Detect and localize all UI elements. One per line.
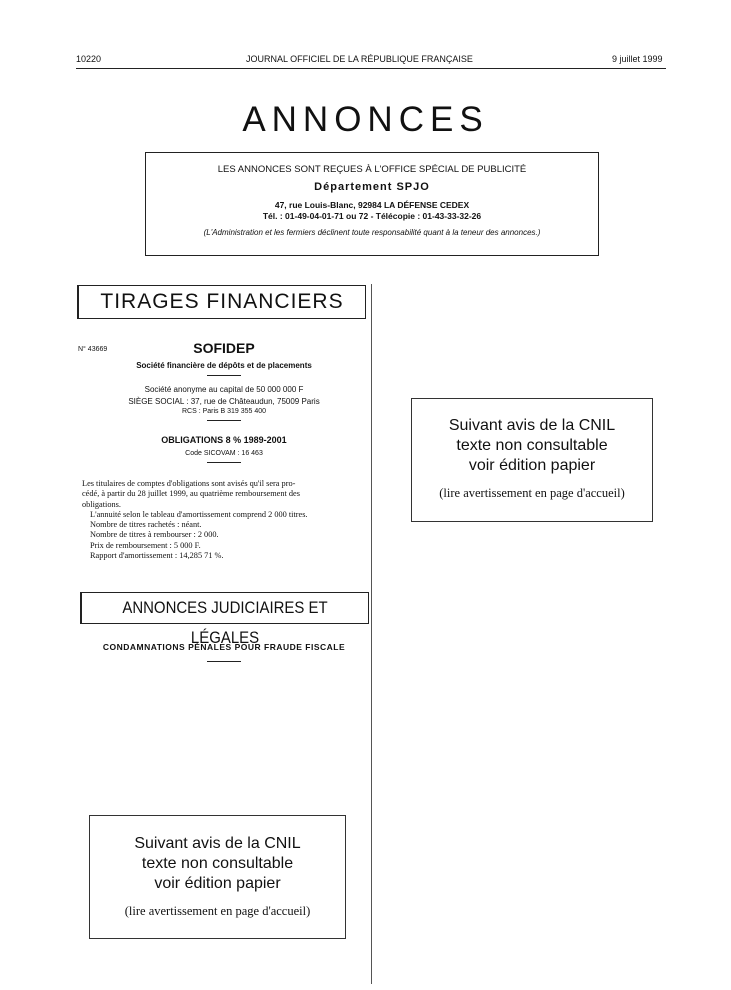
- cnil-line: texte non consultable: [141, 855, 294, 872]
- journal-title: JOURNAL OFFICIEL DE LA RÉPUBLIQUE FRANÇAISE: [246, 54, 473, 64]
- issue-date: 9 juillet 1999: [612, 54, 663, 64]
- cnil-note: (lire avertissement en page d'accueil): [124, 904, 311, 918]
- body-line: Nombre de titres à rembourser : 2 000.: [90, 530, 219, 540]
- separator: [207, 420, 241, 421]
- section-subheading: CONDAMNATIONS PÉNALES POUR FRAUDE FISCALE: [102, 642, 346, 652]
- cnil-line: voir édition papier: [154, 875, 281, 892]
- notice-line: LES ANNONCES SONT REÇUES À L'OFFICE SPÉCIAL DE PUBLICITÉ: [217, 164, 527, 175]
- section-heading-box: [77, 285, 366, 319]
- separator: [207, 462, 241, 463]
- page-title: ANNONCES: [242, 100, 489, 139]
- notice-address: 47, rue Louis-Blanc, 92984 LA DÉFENSE CEDEX: [274, 200, 470, 210]
- notice-box: [145, 152, 599, 256]
- company-rcs: RCS : Paris B 319 355 400: [181, 408, 267, 415]
- cnil-line: texte non consultable: [456, 437, 608, 454]
- section-heading: ANNONCES JUDICIAIRES ET LÉGALES: [122, 598, 328, 647]
- body-line: Nombre de titres rachetés : néant.: [90, 520, 202, 530]
- body-line: Rapport d'amortissement : 14,285 71 %.: [90, 551, 224, 561]
- section-heading: TIRAGES FINANCIERS: [100, 290, 344, 313]
- body-line: obligations.: [82, 499, 121, 509]
- body-line: Prix de remboursement : 5 000 F.: [90, 540, 201, 550]
- sicovam-code: Code SICOVAM : 16 463: [185, 450, 263, 457]
- company-subtitle: Société financière de dépôts et de placements: [136, 361, 312, 370]
- cnil-note: (lire avertissement en page d'accueil): [439, 486, 625, 500]
- page-number: 10220: [76, 54, 102, 64]
- announcement-body: [82, 479, 368, 561]
- company-capital: Société anonyme au capital de 50 000 000 F: [144, 385, 304, 394]
- body-line: cédé, à partir du 28 juillet 1999, au quatrième remboursement des: [82, 489, 300, 499]
- cnil-line: Suivant avis de la CNIL: [134, 835, 301, 852]
- separator: [207, 375, 241, 376]
- body-line: L'annuité selon le tableau d'amortissement comprend 2 000 titres.: [90, 509, 308, 519]
- notice-phone: Tél. : 01-49-04-01-71 ou 72 - Télécopie : 01-43-33-32-26: [262, 211, 482, 221]
- column-divider: [371, 284, 372, 984]
- cnil-line: Suivant avis de la CNIL: [448, 417, 616, 434]
- cnil-notice-box: [89, 815, 346, 939]
- notice-disclaimer: (L'Administration et les fermiers déclinent toute responsabilité quant à la teneur des annonces.): [203, 228, 541, 237]
- cnil-line: voir édition papier: [468, 457, 596, 474]
- header-rule: [76, 68, 666, 69]
- separator: [207, 661, 241, 662]
- company-name: SOFIDEP: [193, 340, 255, 356]
- body-line: Les titulaires de comptes d'obligations sont avisés qu'il sera pro-: [82, 479, 296, 488]
- notice-department: Département SPJO: [314, 181, 430, 193]
- cnil-notice-box: [411, 398, 653, 522]
- announcement-number: N° 43669: [78, 346, 108, 353]
- obligations-title: OBLIGATIONS 8 % 1989-2001: [161, 435, 287, 445]
- company-siege: SIÈGE SOCIAL : 37, rue de Châteaudun, 75009 Paris: [128, 397, 320, 406]
